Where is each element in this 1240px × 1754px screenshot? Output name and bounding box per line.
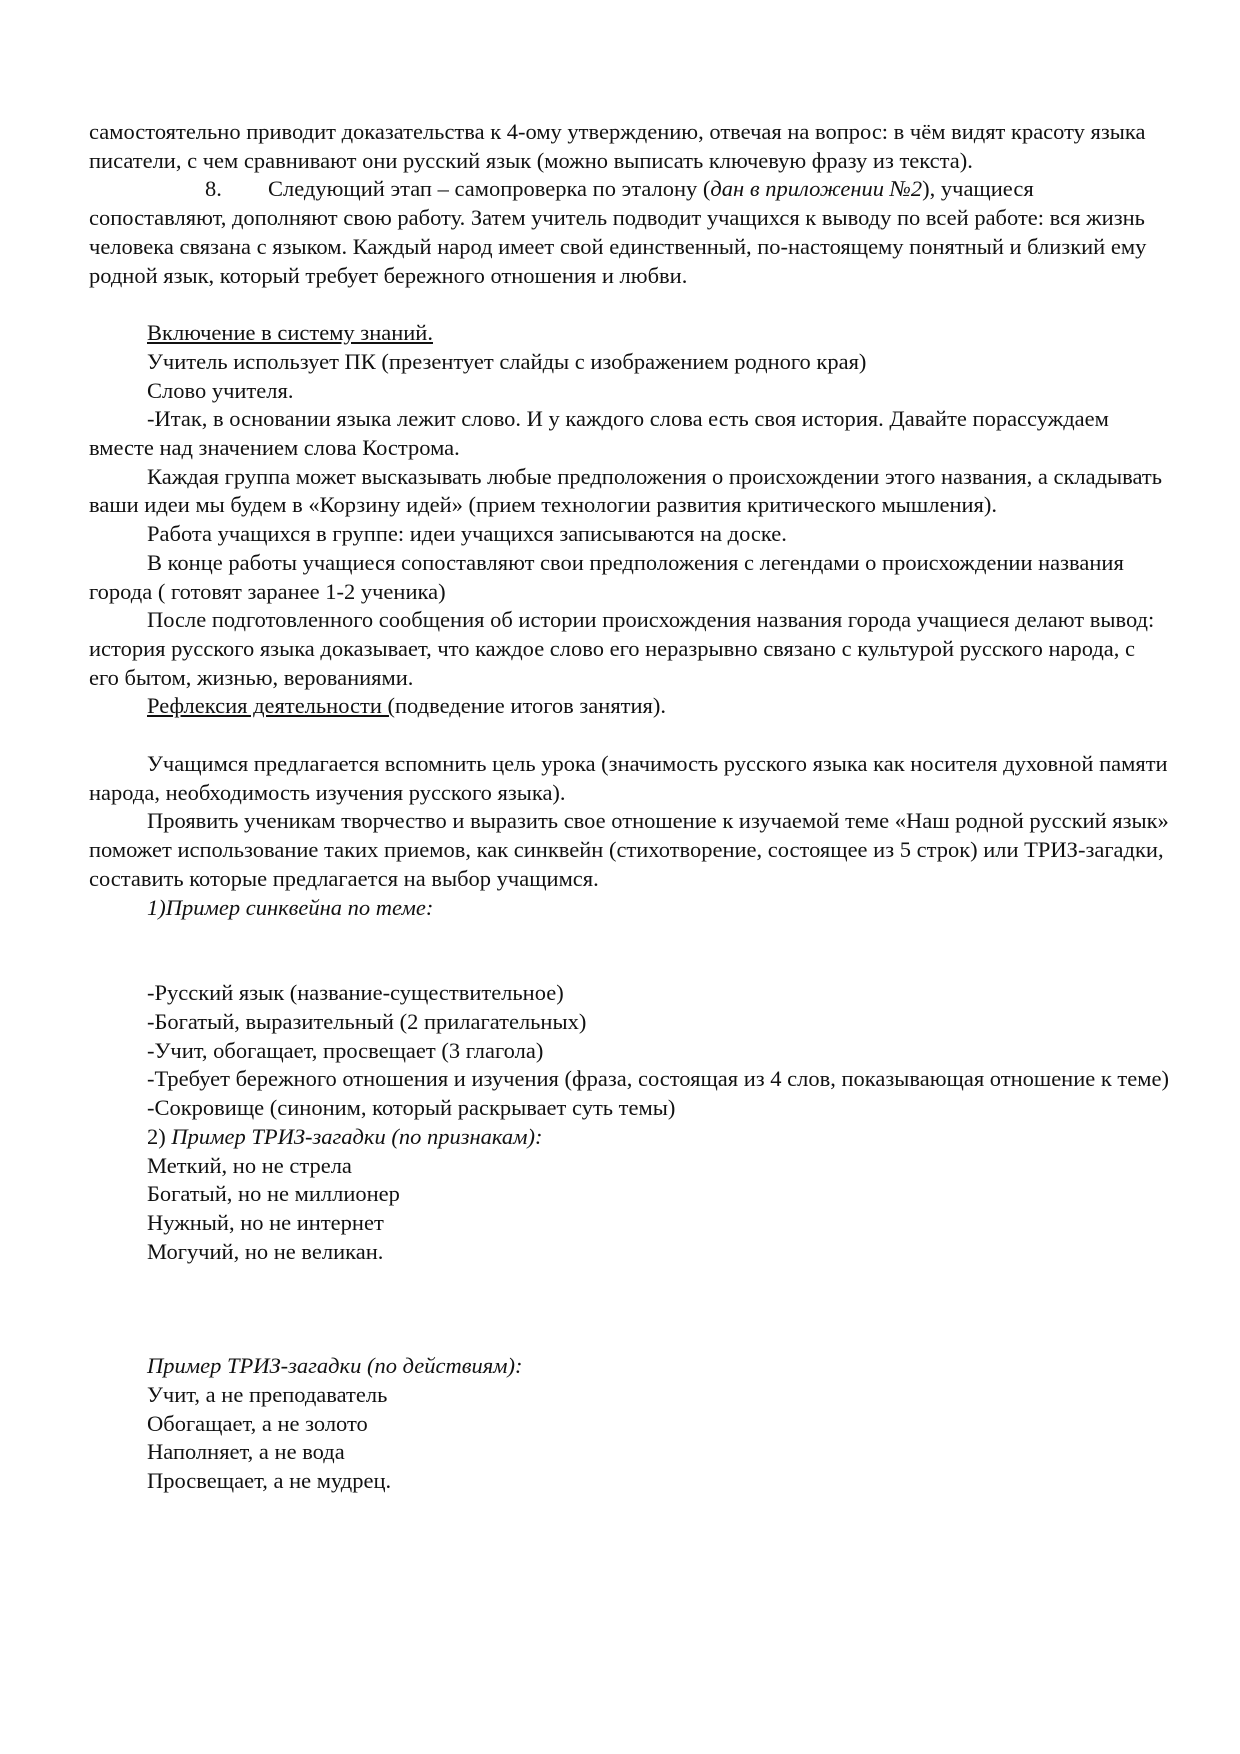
paragraph-teacher-pc: Учитель использует ПК (презентует слайды с изображением родного края) [147, 348, 867, 374]
heading-sinkvein-example: 1)Пример синквейна по теме: [147, 894, 434, 920]
sinkvein-line: -Богатый, выразительный (2 прилагательных) [147, 1008, 587, 1034]
sinkvein-line: -Учит, обогащает, просвещает (3 глагола) [147, 1037, 544, 1063]
heading-include-knowledge: Включение в систему знаний. [147, 320, 433, 346]
triz-number: 2) [147, 1123, 172, 1149]
spacer [89, 290, 1169, 319]
document-body [89, 118, 1169, 1496]
triz-line: Богатый, но не миллионер [147, 1181, 400, 1207]
item-number: 8. [205, 176, 222, 202]
heading-triz-features [89, 1123, 1169, 1152]
spacer [89, 721, 1169, 750]
triz-line: Нужный, но не интернет [147, 1209, 384, 1235]
paragraph-lesson-goal: Учащимся предлагается вспомнить цель урока (значимость русского языка как носителя духовной памяти народа, необходимость изучения русского языка). [89, 751, 1168, 805]
triz-line: Меткий, но не стрела [147, 1152, 352, 1178]
sinkvein-line: -Требует бережного отношения и изучения (фраза, состоящая из 4 слов, показывающая отношение к теме) [147, 1066, 1169, 1092]
spacer [89, 1266, 1169, 1352]
triz-line: Просвещает, а не мудрец. [147, 1468, 392, 1494]
paragraph-self-check-a: Следующий этап – самопроверка по эталону ( [268, 176, 711, 202]
paragraph-ideas-basket: Каждая группа может высказывать любые предположения о происхождении этого названия, а складывать ваши идеи мы будем в «Корзину идей» (прием технологии развития критического мышления). [89, 463, 1162, 518]
paragraph-self-check [89, 175, 1169, 290]
triz-line: Могучий, но не великан. [147, 1238, 384, 1264]
sinkvein-line: -Русский язык (название-существительное) [147, 980, 564, 1006]
heading-reflection [89, 692, 1169, 721]
sinkvein-line: -Сокровище (синоним, который раскрывает суть темы) [147, 1095, 676, 1121]
triz-line: Обогащает, а не золото [147, 1410, 368, 1436]
heading-reflection-rest: подведение итогов занятия). [395, 693, 667, 719]
paragraph-legends: В конце работы учащиеся сопоставляют свои предположения с легендами о происхождении названия города ( готовят заранее 1-2 ученика) [89, 549, 1124, 604]
paragraph-conclusion: После подготовленного сообщения об истории происхождения названия города учащиеся делают вывод: история русского языка доказывает, что каждое слово его неразрывно связано с культурой русского народа, с его бытом, жизнью, верованиями. [89, 607, 1155, 690]
paragraph-self-check-b: ), учащиеся сопоставляют, дополняют свою работу. Затем учитель подводит учащихся к выводу по всей работе: вся жизнь человека связана с языком. Каждый народ имеет свой единственный, по-настоящему понятный и близкий ему родной язык, который требует бережного отношения и любви. [89, 176, 1147, 288]
triz-line: Наполняет, а не вода [147, 1439, 345, 1465]
paragraph-proof: самостоятельно приводит доказательства к 4-ому утверждению, отвечая на вопрос: в чём видят красоту языка писатели, с чем сравнивают они русский язык (можно выписать ключевую фразу из текста). [89, 119, 1146, 173]
heading-triz-actions: Пример ТРИЗ-загадки (по действиям): [147, 1353, 523, 1379]
spacer [89, 922, 1169, 979]
triz-features-title: Пример ТРИЗ-загадки (по признакам): [171, 1123, 543, 1149]
paragraph-group-work: Работа учащихся в группе: идеи учащихся записываются на доске. [147, 521, 787, 547]
paragraph-teacher-word: Слово учителя. [147, 377, 294, 403]
appendix-reference: дан в приложении №2 [710, 176, 923, 202]
triz-line: Учит, а не преподаватель [147, 1382, 388, 1408]
paragraph-creativity: Проявить ученикам творчество и выразить свое отношение к изучаемой теме «Наш родной русский язык» поможет использование таких приемов, как синквейн (стихотворение, состоящее из 5 строк) или ТРИЗ-загадки, составить которые предлагается на выбор учащимся. [89, 808, 1169, 891]
heading-reflection-label: Рефлексия деятельности ( [147, 693, 396, 719]
paragraph-kostroma: -Итак, в основании языка лежит слово. И у каждого слова есть своя история. Давайте порассуждаем вместе над значением слова Кострома. [89, 406, 1109, 461]
